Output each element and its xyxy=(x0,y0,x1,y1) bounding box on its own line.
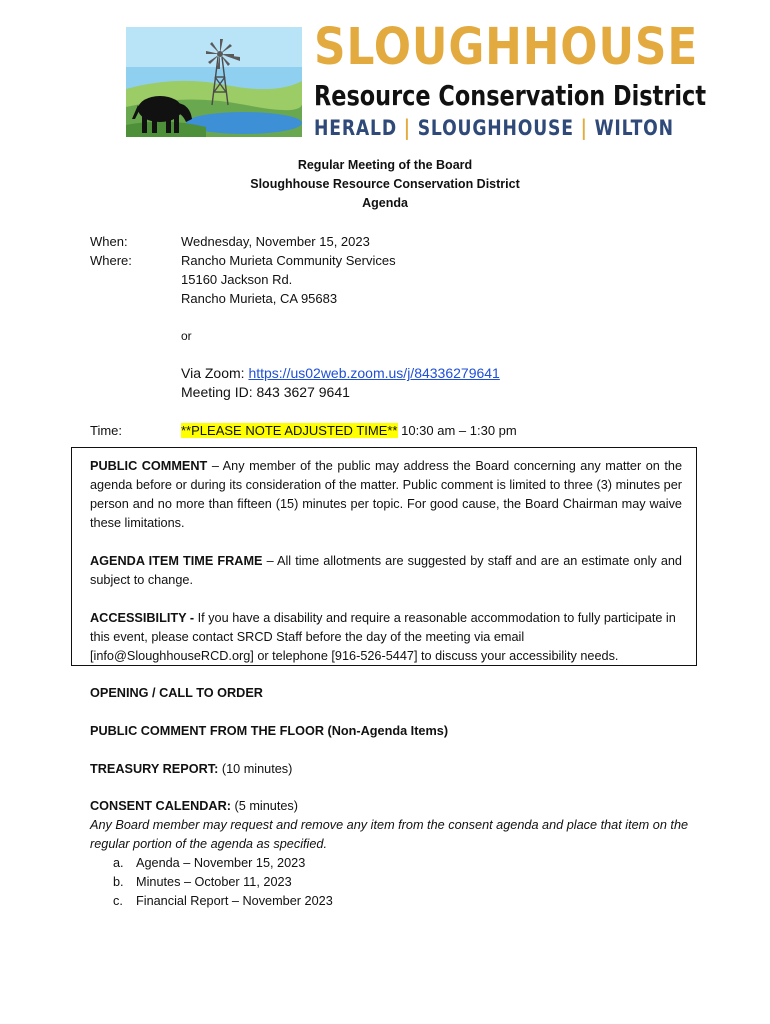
zoom-line xyxy=(181,364,500,383)
section-public-floor: PUBLIC COMMENT FROM THE FLOOR (Non-Agenda Items) xyxy=(90,724,449,738)
consent-time: (5 minutes) xyxy=(230,799,298,813)
consent-note: Any Board member may request and remove any item from the consent agenda and place that item on the regular portion of the agenda as specified. xyxy=(90,818,689,851)
brand-places xyxy=(314,118,674,139)
time-value: 10:30 am – 1:30 pm xyxy=(397,423,517,438)
brand-subtitle: Resource Conservation District xyxy=(314,79,707,112)
place-wilton: WILTON xyxy=(594,116,674,140)
treasury-title: TREASURY REPORT: xyxy=(90,762,219,776)
when-label: When: xyxy=(90,234,128,249)
section-opening: OPENING / CALL TO ORDER xyxy=(90,686,263,700)
accessibility-notice xyxy=(90,609,682,666)
separator: | xyxy=(403,116,411,140)
consent-item-text: Agenda – November 15, 2023 xyxy=(136,856,306,870)
when-value: Wednesday, November 15, 2023 xyxy=(181,234,370,249)
section-treasury xyxy=(90,760,292,779)
heading-line-2: Sloughhouse Resource Conservation District xyxy=(250,177,520,191)
timeframe-text: – All time allotments are suggested by staff and are an estimate only and subject to change. xyxy=(90,554,682,587)
accessibility-text: If you have a disability and require a reasonable accommodation to fully participate in this event, please contact SRCD Staff before the day of the meeting via email [info@SloughhouseRCD.org] or telephone [916-526-5447] to discuss your accessibility needs. xyxy=(90,611,676,663)
time-note-highlight: **PLEASE NOTE ADJUSTED TIME** xyxy=(181,423,398,438)
consent-item-marker: b. xyxy=(113,875,124,889)
where-label: Where: xyxy=(90,253,132,268)
timeframe-title: AGENDA ITEM TIME FRAME xyxy=(90,554,263,568)
consent-item-marker: a. xyxy=(113,856,124,870)
consent-item-marker: c. xyxy=(113,894,123,908)
public-comment-text: – Any member of the public may address the Board concerning any matter on the agenda before or during its consideration of the matter. Public comment is limited to three (3) minutes per person and no more than fifteen (15) minutes per topic. For good cause, the Board Chairman may waive these limitations. xyxy=(90,459,683,530)
time-line xyxy=(181,421,517,440)
consent-item-text: Financial Report – November 2023 xyxy=(136,894,333,908)
where-line-1: Rancho Murieta Community Services xyxy=(181,253,396,268)
place-herald: HERALD xyxy=(314,116,397,140)
brand-name: SLOUGHHOUSE xyxy=(314,18,699,77)
time-label: Time: xyxy=(90,423,123,438)
where-line-3: Rancho Murieta, CA 95683 xyxy=(181,291,338,306)
consent-item-text: Minutes – October 11, 2023 xyxy=(136,875,292,889)
public-comment-notice xyxy=(90,457,682,533)
public-comment-title: PUBLIC COMMENT xyxy=(90,459,208,473)
logo-illustration xyxy=(126,27,302,137)
place-sloughhouse: SLOUGHHOUSE xyxy=(417,116,574,140)
section-consent xyxy=(90,797,298,816)
meeting-id: Meeting ID: 843 3627 9641 xyxy=(181,384,350,400)
accessibility-title: ACCESSIBILITY - xyxy=(90,611,195,625)
or-text: or xyxy=(181,329,192,343)
where-line-2: 15160 Jackson Rd. xyxy=(181,272,293,287)
heading-line-3: Agenda xyxy=(362,196,408,210)
heading-line-1: Regular Meeting of the Board xyxy=(297,158,473,172)
timeframe-notice xyxy=(90,552,682,590)
consent-title: CONSENT CALENDAR: xyxy=(90,799,231,813)
zoom-link[interactable]: https://us02web.zoom.us/j/84336279641 xyxy=(248,365,500,381)
zoom-prefix: Via Zoom: xyxy=(181,365,249,381)
separator: | xyxy=(580,116,588,140)
treasury-time: (10 minutes) xyxy=(218,762,293,776)
